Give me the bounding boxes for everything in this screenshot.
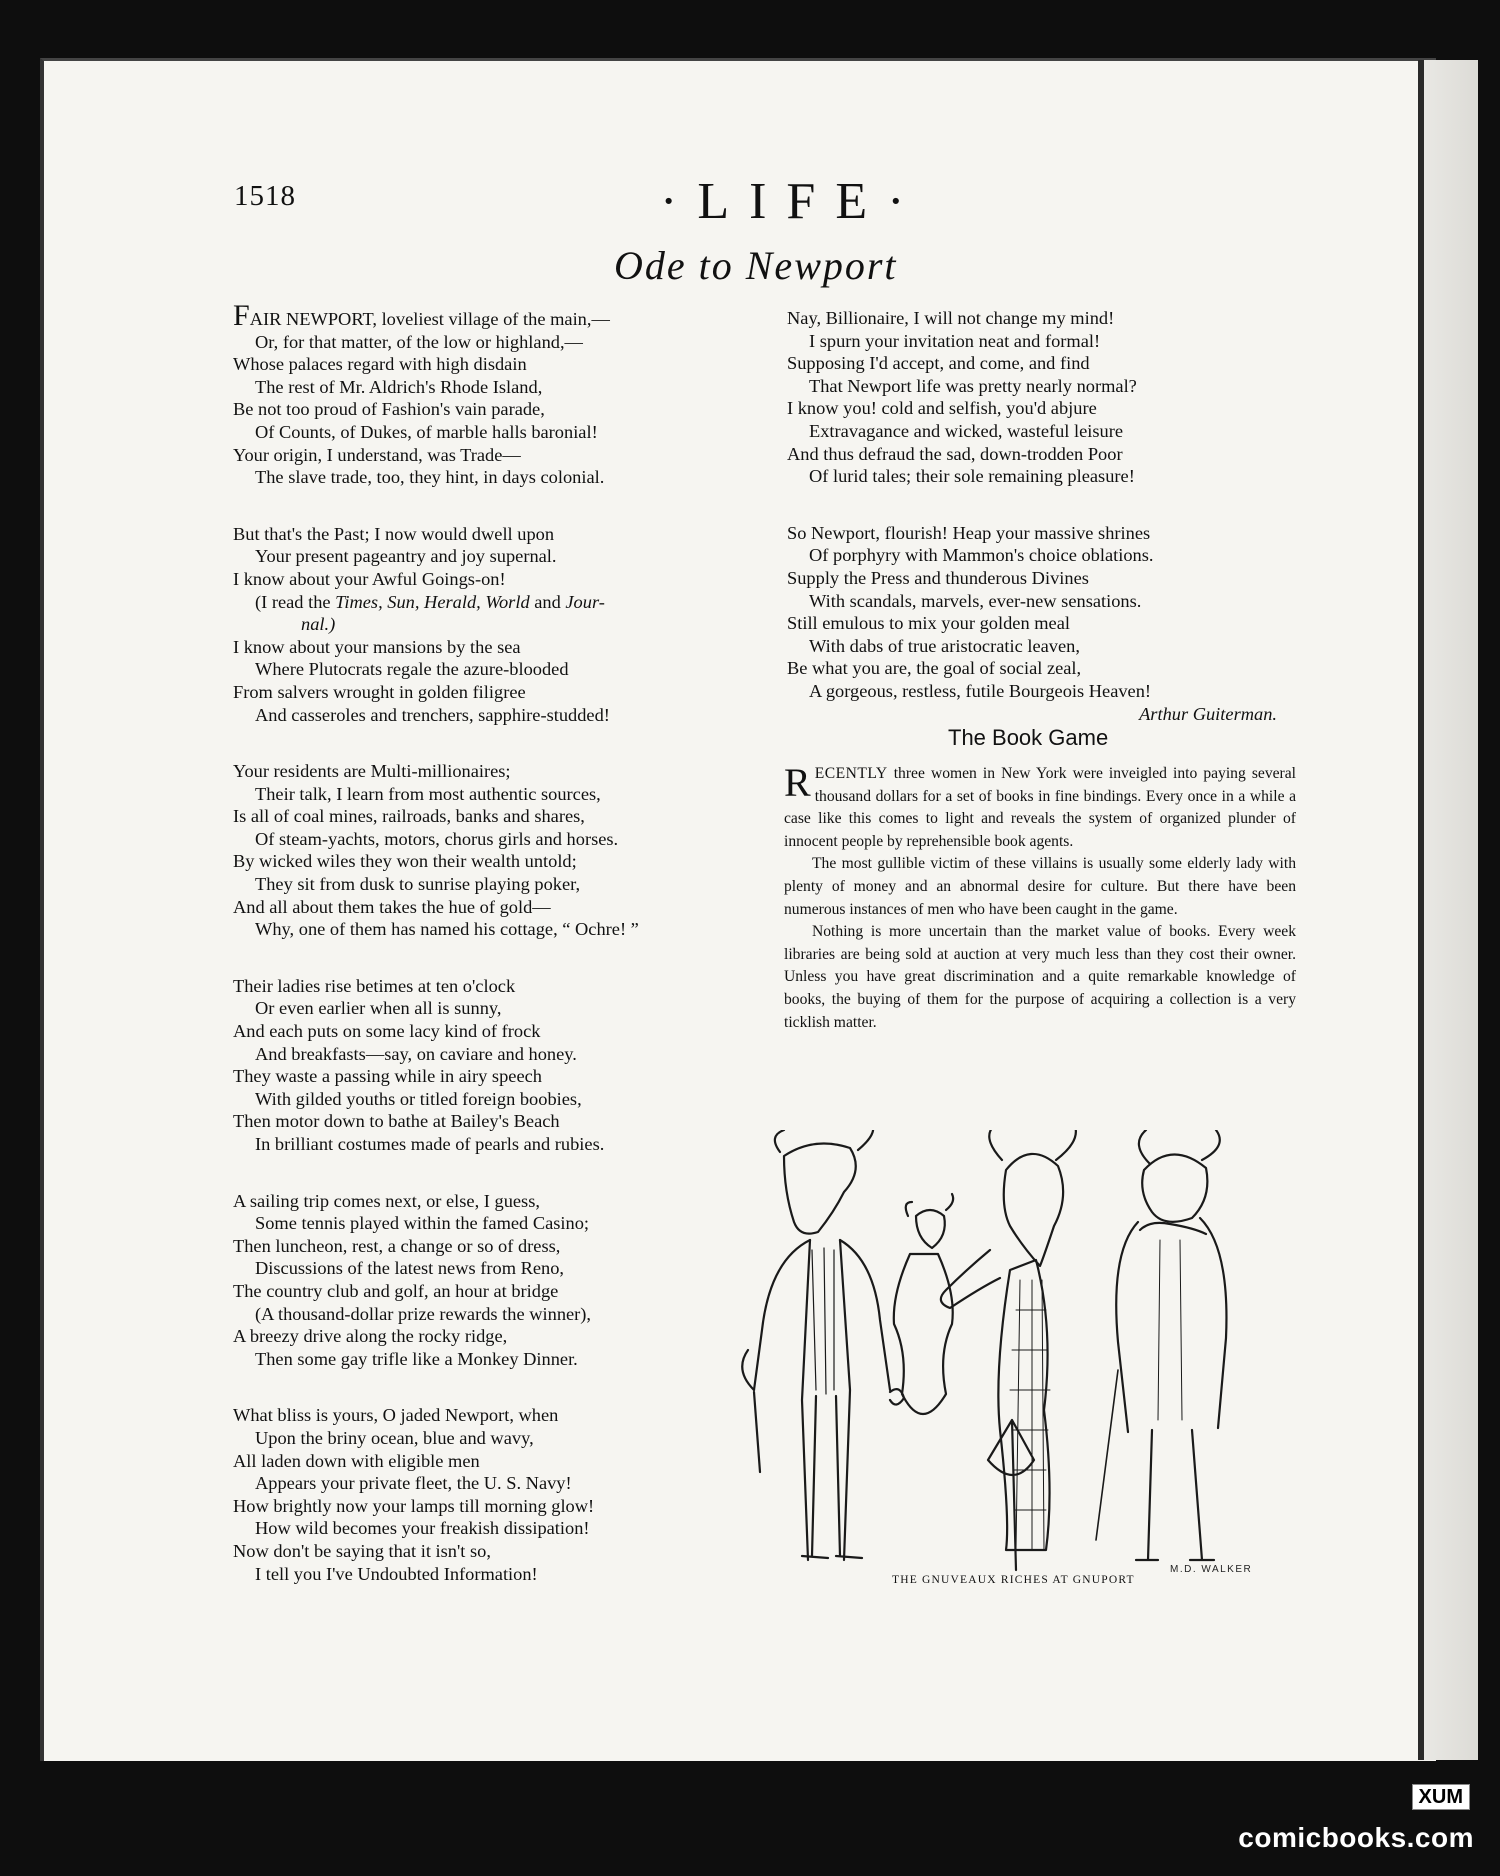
poem-line-text: Is all of coal mines, railroads, banks and shares,: [233, 806, 585, 827]
poem-line: [233, 1280, 753, 1303]
poem-line: [787, 352, 1307, 375]
poem-line: [233, 760, 753, 783]
poem-line-text: Supply the Press and thunderous Divines: [787, 567, 1089, 588]
article-title: The Book Game: [948, 725, 1109, 750]
article-paragraph-2: The most gullible victim of these villains is usually some elderly lady with plenty of money and an abnormal desire for culture. But there have been numerous instances of men who have been caught in the game.: [784, 855, 1296, 918]
poem-line-text: The rest of Mr. Aldrich's Rhode Island,: [255, 376, 543, 397]
poem-line-text: Nay, Billionaire, I will not change my mind!: [787, 308, 1115, 328]
stanza-gap: [233, 1370, 753, 1404]
poem-line-text: Why, one of them has named his cottage, “ Ochre! ”: [255, 919, 639, 940]
poem-line-text: A breezy drive along the rocky ridge,: [233, 1326, 508, 1347]
poem-line-text: Or even earlier when all is sunny,: [255, 998, 502, 1019]
poem-line: [233, 636, 753, 659]
poem-line: [233, 1495, 753, 1518]
poem-line-text: Some tennis played within the famed Casino;: [255, 1213, 590, 1234]
poem-line: [787, 657, 1307, 680]
poem-line-text: With dabs of true aristocratic leaven,: [809, 635, 1080, 656]
poem-line: [233, 1404, 753, 1427]
poem-dropcap: F: [233, 299, 250, 332]
poem-line: [233, 975, 753, 998]
poem-line-text: And all about them takes the hue of gold—: [233, 896, 551, 917]
poem-line: [233, 805, 753, 828]
poem-line: [233, 658, 753, 681]
article-p1-text: three women in New York were inveigled into paying several thousand dollars for a set of books in fine bindings. Every once in a while a case like this comes to light and reveals the system of organized plunder of innocent people by reprehensible book agents.: [784, 765, 1296, 850]
poem-line: [787, 635, 1307, 658]
poem-line: [233, 783, 753, 806]
poem-line-text: By wicked wiles they won their wealth untold;: [233, 851, 577, 872]
article-lead-word: ECENTLY: [814, 765, 888, 782]
poem-line-text: The country club and golf, an hour at bridge: [233, 1280, 559, 1301]
poem-line-text: And breakfasts—say, on caviare and honey.: [255, 1043, 577, 1064]
poem-line-text: Of porphyry with Mammon's choice oblations.: [809, 545, 1154, 566]
gnu-cartoon-illustration: [740, 1130, 1330, 1580]
poem-line: [787, 544, 1307, 567]
poem-line: [233, 1257, 753, 1280]
poem-line: [233, 1110, 753, 1133]
poem-line-text: How brightly now your lamps till morning glow!: [233, 1495, 595, 1516]
poem-line: [233, 681, 753, 704]
poem-line-text: A gorgeous, restless, futile Bourgeois Heaven!: [809, 680, 1152, 701]
poem-line-text: Their ladies rise betimes at ten o'clock: [233, 975, 516, 996]
poem-line-text: Their talk, I learn from most authentic sources,: [255, 783, 601, 804]
artist-signature: M.D. WALKER: [1170, 1564, 1253, 1575]
poem-line-text: Your origin, I understand, was Trade—: [233, 444, 521, 465]
gnu-figure-3: [941, 1130, 1076, 1570]
poem-line: [233, 591, 753, 614]
poem-line: [233, 376, 753, 399]
poem-line: [233, 444, 753, 467]
poem-line-text: and: [529, 591, 566, 612]
poem-line: [233, 1020, 753, 1043]
poem-line: [233, 1348, 753, 1371]
poem-line-text: In brilliant costumes made of pearls and rubies.: [255, 1134, 605, 1154]
poem-line: [233, 828, 753, 851]
poem-line-text: Be what you are, the goal of social zeal,: [787, 658, 1082, 679]
poem-line: [233, 398, 753, 421]
poem-line: [233, 1043, 753, 1066]
poem-line-text: With gilded youths or titled foreign boobies,: [255, 1088, 582, 1109]
poem-line: [233, 1450, 753, 1473]
poem-line: [233, 331, 753, 354]
poem-line: [233, 466, 753, 489]
poem-line: [233, 918, 753, 941]
poem-line-text: From salvers wrought in golden filigree: [233, 681, 526, 702]
poem-attribution: Arthur Guiterman.: [1139, 703, 1277, 724]
poem-line-text: Your residents are Multi-millionaires;: [233, 761, 511, 782]
poem-line: [233, 545, 753, 568]
poem-line: [787, 522, 1307, 545]
gnu-figure-4: [1096, 1130, 1226, 1560]
poem-line: [233, 613, 753, 636]
xum-tag: XUM: [1412, 1784, 1470, 1810]
poem-line: [233, 1212, 753, 1235]
poem-line: [787, 465, 1307, 488]
poem-line-text: Your present pageantry and joy supernal.: [255, 546, 557, 567]
poem-line: [787, 420, 1307, 443]
poem-line: [233, 850, 753, 873]
poem-line-text: (I read the: [255, 591, 336, 612]
poem-line-text: All laden down with eligible men: [233, 1450, 480, 1471]
poem-line: [233, 896, 753, 919]
poem-line: [233, 1563, 753, 1586]
poem-line-text: The slave trade, too, they hint, in days colonial.: [255, 467, 605, 488]
poem-line-text: So Newport, flourish! Heap your massive shrines: [787, 522, 1151, 543]
poem-line-text: A sailing trip comes next, or else, I guess,: [233, 1190, 540, 1211]
newspaper-names: Times, Sun, Herald, World: [335, 591, 530, 612]
poem-line: [233, 1325, 753, 1348]
poem-line: [787, 680, 1307, 703]
poem-line-text: Whose palaces regard with high disdain: [233, 354, 527, 375]
gnu-figure-1: [742, 1130, 904, 1560]
poem-line-text: I know about your mansions by the sea: [233, 636, 521, 657]
poem-left-column: [233, 299, 753, 1585]
poem-line-text: That Newport life was pretty nearly normal?: [809, 375, 1137, 396]
poem-line-text: And thus defraud the sad, down-trodden Poor: [787, 443, 1123, 464]
poem-line: [233, 421, 753, 444]
poem-line-text: And casseroles and trenchers, sapphire-studded!: [255, 704, 610, 725]
poem-line-text: I know about your Awful Goings-on!: [233, 568, 506, 589]
poem-line: [233, 1133, 753, 1156]
page-number: 1518: [234, 180, 296, 212]
poem-line-text: Supposing I'd accept, and come, and find: [787, 353, 1090, 374]
article-paragraph-3: Nothing is more uncertain than the market value of books. Every week libraries are being sold at auction at very much less than they cost their owner. Unless you have great discrimination and a quite remarkable knowledge of books, the buying of them for the purpose of acquiring a collection is a very ticklish matter.: [784, 923, 1296, 1031]
site-watermark: comicbooks.com: [1238, 1822, 1474, 1853]
poem-line-text: How wild becomes your freakish dissipation!: [255, 1518, 590, 1539]
poem-line: [233, 1472, 753, 1495]
poem-line: [787, 612, 1307, 635]
poem-line-text: Of lurid tales; their sole remaining pleasure!: [809, 466, 1135, 487]
poem-line: [233, 1540, 753, 1563]
poem-line: [787, 330, 1307, 353]
poem-line: [233, 1065, 753, 1088]
poem-line-text: I know you! cold and selfish, you'd abjure: [787, 398, 1097, 419]
poem-line: [233, 997, 753, 1020]
poem-line: [787, 397, 1307, 420]
article-dropcap: R: [784, 760, 811, 805]
poem-line: [787, 567, 1307, 590]
poem-line: [787, 307, 1307, 330]
poem-line-text: They waste a passing while in airy speech: [233, 1066, 542, 1087]
stanza-gap: [233, 941, 753, 975]
poem-line-text: Of Counts, of Dukes, of marble halls baronial!: [255, 421, 598, 442]
poem-line: [233, 1190, 753, 1213]
poem-line-text: Upon the briny ocean, blue and wavy,: [255, 1427, 534, 1448]
poem-right-column: [787, 307, 1307, 725]
stanza-gap: [233, 1156, 753, 1190]
stanza-gap: [233, 489, 753, 523]
poem-line: [233, 353, 753, 376]
poem-line-text: Of steam-yachts, motors, chorus girls and horses.: [255, 828, 619, 849]
poem-line-text: Still emulous to mix your golden meal: [787, 613, 1070, 634]
poem-line: [233, 1088, 753, 1111]
poem-line-text: They sit from dusk to sunrise playing poker,: [255, 874, 581, 895]
poem-line: [233, 1235, 753, 1258]
poem-line-text: Where Plutocrats regale the azure-blooded: [255, 659, 569, 680]
poem-line-text: (A thousand-dollar prize rewards the winner),: [255, 1303, 592, 1324]
poem-line: [787, 443, 1307, 466]
poem-line: [233, 523, 753, 546]
poem-line-text: Now don't be saying that it isn't so,: [233, 1540, 491, 1561]
poem-line-text: nal.): [301, 614, 336, 635]
poem-line: [233, 568, 753, 591]
poem-line: [233, 1427, 753, 1450]
poem-line-text: Then motor down to bathe at Bailey's Beach: [233, 1111, 560, 1132]
poem-line-text: Extravagance and wicked, wasteful leisure: [809, 420, 1124, 441]
poem-title: Ode to Newport: [614, 243, 898, 288]
poem-line-text: With scandals, marvels, ever-new sensations.: [809, 590, 1142, 611]
poem-line: [233, 873, 753, 896]
poem-line-text: AIR NEWPORT, loveliest village of the main,—: [249, 309, 610, 329]
poem-line-text: Appears your private fleet, the U. S. Navy!: [255, 1473, 572, 1494]
poem-line: [233, 704, 753, 727]
poem-line-text: But that's the Past; I now would dwell upon: [233, 523, 555, 544]
poem-line-text: And each puts on some lacy kind of frock: [233, 1021, 541, 1042]
poem-line-text: I tell you I've Undoubted Information!: [255, 1563, 538, 1584]
illustration-caption: THE GNUVEAUX RICHES AT GNUPORT: [892, 1574, 1135, 1586]
poem-line: [787, 590, 1307, 613]
masthead-life: ·LIFE·: [660, 173, 925, 230]
adjacent-page-edge: [1418, 60, 1478, 1760]
poem-line-text: Then luncheon, rest, a change or so of dress,: [233, 1235, 561, 1256]
poem-line: [233, 299, 753, 332]
stanza-gap: [787, 488, 1307, 522]
poem-line-text: Be not too proud of Fashion's vain parade,: [233, 399, 545, 420]
poem-line-text: Discussions of the latest news from Reno,: [255, 1258, 565, 1279]
poem-line-text: I spurn your invitation neat and formal!: [809, 330, 1101, 351]
poem-line-text: Then some gay trifle like a Monkey Dinner.: [255, 1348, 578, 1369]
poem-line-text: Or, for that matter, of the low or highland,—: [255, 331, 583, 352]
poem-line: [233, 1303, 753, 1326]
newspaper-names: Jour-: [565, 591, 605, 612]
poem-line-text: What bliss is yours, O jaded Newport, when: [233, 1405, 559, 1426]
poem-line: [787, 375, 1307, 398]
article-paragraph-1: [784, 760, 1296, 853]
poem-line: [233, 1517, 753, 1540]
stanza-gap: [233, 726, 753, 760]
article-body: [784, 760, 1296, 1034]
